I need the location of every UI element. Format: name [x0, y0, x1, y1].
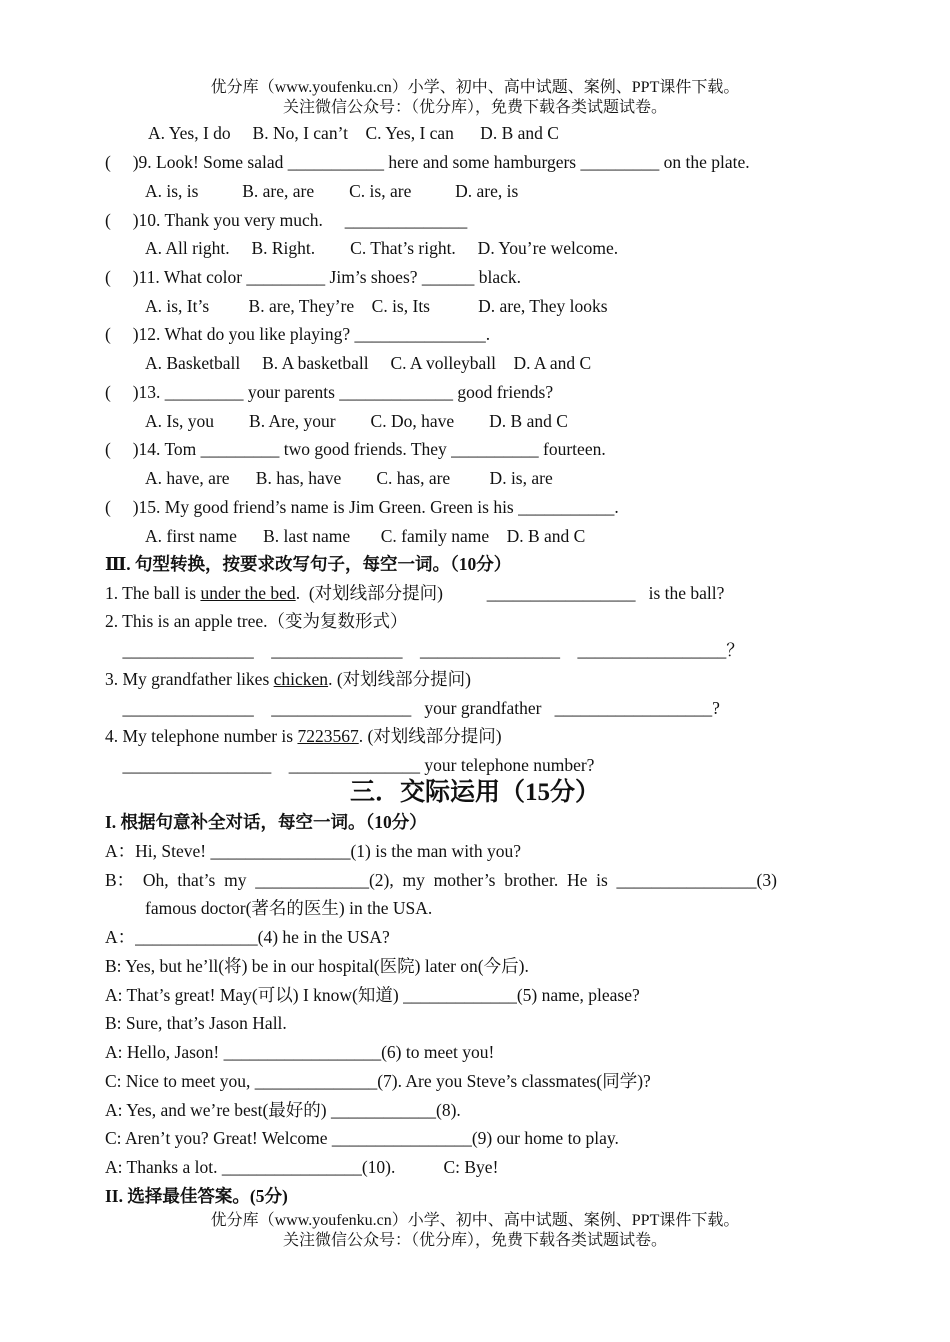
dialogue-line-4: B: Yes, but he’ll(将) be in our hospital(医院) later on(今后).: [105, 956, 529, 976]
q14-options: A. have, are B. has, have C. has, are D. is, are: [145, 468, 553, 488]
question-15: ( )15. My good friend’s name is Jim Green. Green is his ___________.: [105, 497, 619, 517]
dialogue-line-6: B: Sure, that’s Jason Hall.: [105, 1013, 287, 1033]
question-12: ( )12. What do you like playing? _______________.: [105, 324, 491, 344]
dialogue-line-3: A：______________(4) he in the USA?: [105, 927, 390, 947]
underlined-phrase: under the bed: [200, 583, 296, 603]
question-10: ( )10. Thank you very much. ______________: [105, 210, 468, 230]
transform-4: 4. My telephone number is 7223567. (对划线部分提问): [105, 726, 502, 746]
footer-line-1: 优分库（www.youfenku.cn）小学、初中、高中试题、案例、PPT课件下载。: [210, 1212, 740, 1229]
underlined-number: 7223567: [297, 726, 359, 746]
header-line-1: 优分库（www.youfenku.cn）小学、初中、高中试题、案例、PPT课件下载。: [210, 79, 740, 96]
transform-1: 1. The ball is under the bed. (对划线部分提问) _________________ is the ball?: [105, 583, 725, 603]
q9-options: A. is, is B. are, are C. is, are D. are, is: [145, 181, 519, 201]
dialogue-line-5: A: That’s great! May(可以) I know(知道) _____________(5) name, please?: [105, 985, 640, 1005]
section-ii-heading: II. 选择最佳答案。(5分): [105, 1186, 288, 1206]
q15-options: A. first name B. last name C. family name D. B and C: [145, 526, 586, 546]
q11-options: A. is, It’s B. are, They’re C. is, Its D. are, They looks: [145, 296, 608, 316]
dialogue-line-10: C: Aren’t you? Great! Welcome ________________(9) our home to play.: [105, 1128, 619, 1148]
q8-options: A. Yes, I do B. No, I can’t C. Yes, I can D. B and C: [148, 123, 559, 143]
underlined-word: chicken: [273, 669, 329, 689]
q10-options: A. All right. B. Right. C. That’s right. D. You’re welcome.: [145, 238, 619, 258]
part-title: 三．交际运用（15分）: [349, 779, 600, 806]
section-3-heading: Ⅲ. 句型转换，按要求改写句子，每空一词。（10分）: [105, 554, 512, 574]
question-11: ( )11. What color _________ Jim’s shoes? ______ black.: [105, 267, 522, 287]
transform-2-blanks: _______________ _______________ ________________ _________________？: [105, 640, 744, 660]
dialogue-line-2b: famous doctor(著名的医生) in the USA.: [145, 898, 433, 918]
q12-options: A. Basketball B. A basketball C. A volleyball D. A and C: [145, 353, 592, 373]
dialogue-heading: I. 根据句意补全对话，每空一词。（10分）: [105, 812, 427, 832]
dialogue-line-7: A: Hello, Jason! __________________(6) to meet you!: [105, 1042, 495, 1062]
dialogue-line-2: B： Oh, that’s my _____________(2), my mother’s brother. He is ________________(3): [105, 870, 777, 890]
transform-2: 2. This is an apple tree.（变为复数形式）: [105, 611, 408, 631]
dialogue-line-11: A: Thanks a lot. ________________(10). C: Bye!: [105, 1157, 499, 1177]
header-line-2: 关注微信公众号：（优分库），免费下载各类试题试卷。: [282, 99, 667, 116]
question-14: ( )14. Tom _________ two good friends. They __________ fourteen.: [105, 439, 606, 459]
dialogue-line-8: C: Nice to meet you, ______________(7). Are you Steve’s classmates(同学)?: [105, 1071, 651, 1091]
footer-line-2: 关注微信公众号：（优分库），免费下载各类试题试卷。: [282, 1232, 667, 1249]
question-13: ( )13. _________ your parents _____________ good friends?: [105, 382, 554, 402]
transform-4-blanks: _________________ _______________ your telephone number?: [105, 755, 595, 775]
question-9: ( )9. Look! Some salad ___________ here and some hamburgers _________ on the plate.: [105, 152, 750, 172]
transform-3-blanks: _______________ ________________ your grandfather __________________?: [105, 698, 720, 718]
dialogue-line-9: A: Yes, and we’re best(最好的) ____________(8).: [105, 1100, 461, 1120]
q13-options: A. Is, you B. Are, your C. Do, have D. B and C: [145, 411, 568, 431]
dialogue-line-1: A：Hi, Steve! ________________(1) is the man with you?: [105, 841, 522, 861]
transform-3: 3. My grandfather likes chicken. (对划线部分提问): [105, 669, 471, 689]
